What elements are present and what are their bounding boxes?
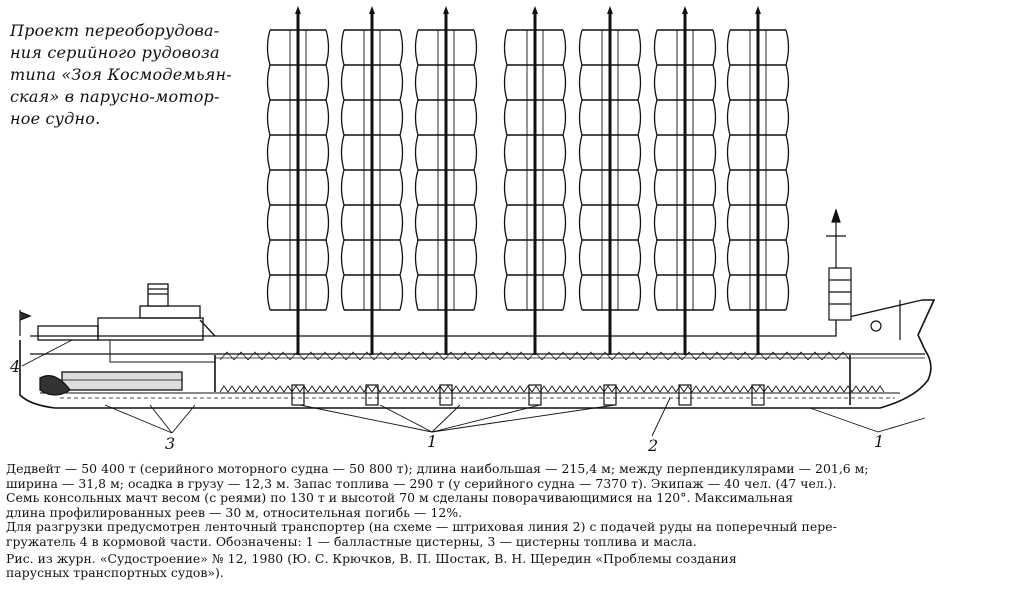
bow-superstructure (826, 210, 900, 340)
title-line: ская» в парусно-мотор- (10, 87, 220, 106)
mast-1 (268, 6, 329, 405)
mast-7 (728, 6, 789, 405)
mast-5 (580, 6, 641, 405)
stern-superstructure (20, 284, 215, 395)
caption (6, 462, 1004, 581)
label-3: 3 (165, 434, 176, 453)
mast-2 (342, 6, 403, 405)
masts-group (268, 6, 789, 405)
ballast-zigzag (220, 386, 884, 392)
label-2: 2 (648, 436, 659, 455)
caption-line: Дедвейт — 50 400 т (серийного моторного судна — 50 800 т); длина наибольшая — 215,4 м; между перпендикулярами — 201,6 м; (6, 461, 869, 476)
caption-line: Семь консольных мачт весом (с реями) по 130 т и высотой 70 м сделаны поворачивающимися на 120°. Максимальная (6, 490, 794, 506)
source-line: Рис. из журн. «Судостроение» № 12, 1980 (Ю. С. Крючков, В. П. Шостак, В. Н. Щередин «Проблемы создания (6, 550, 737, 566)
title-line: ния серийного рудовоза (10, 43, 220, 62)
caption-line: длина профилированных реев — 30 м, относительная погибь — 12%. (6, 504, 463, 520)
caption-line: ширина — 31,8 м; осадка в грузу — 12,3 м. Запас топлива — 290 т (у серийного судна — 7370 т). Экипаж — 40 чел. (47 чел.). (6, 475, 837, 491)
label-1-left: 1 (427, 432, 438, 451)
title-line: типа «Зоя Космодемьян- (10, 65, 232, 84)
mast-6 (655, 6, 716, 405)
title-line: ное судно. (10, 109, 101, 128)
caption-line: гружатель 4 в кормовой части. Обозначены: 1 — балластные цистерны, 3 — цистерны топлива и масла. (6, 533, 697, 549)
mast-4 (505, 6, 566, 405)
label-4: 4 (10, 357, 21, 376)
source-line: парусных транспортных судов»). (6, 565, 224, 581)
title-line: Проект переоборудова- (10, 21, 220, 40)
caption-line: Для разгрузки предусмотрен ленточный транспортер (на схеме — штриховая линия 2) с подачей руды на поперечный пере- (6, 519, 837, 535)
label-1-right: 1 (874, 432, 885, 451)
mast-3 (416, 6, 477, 405)
